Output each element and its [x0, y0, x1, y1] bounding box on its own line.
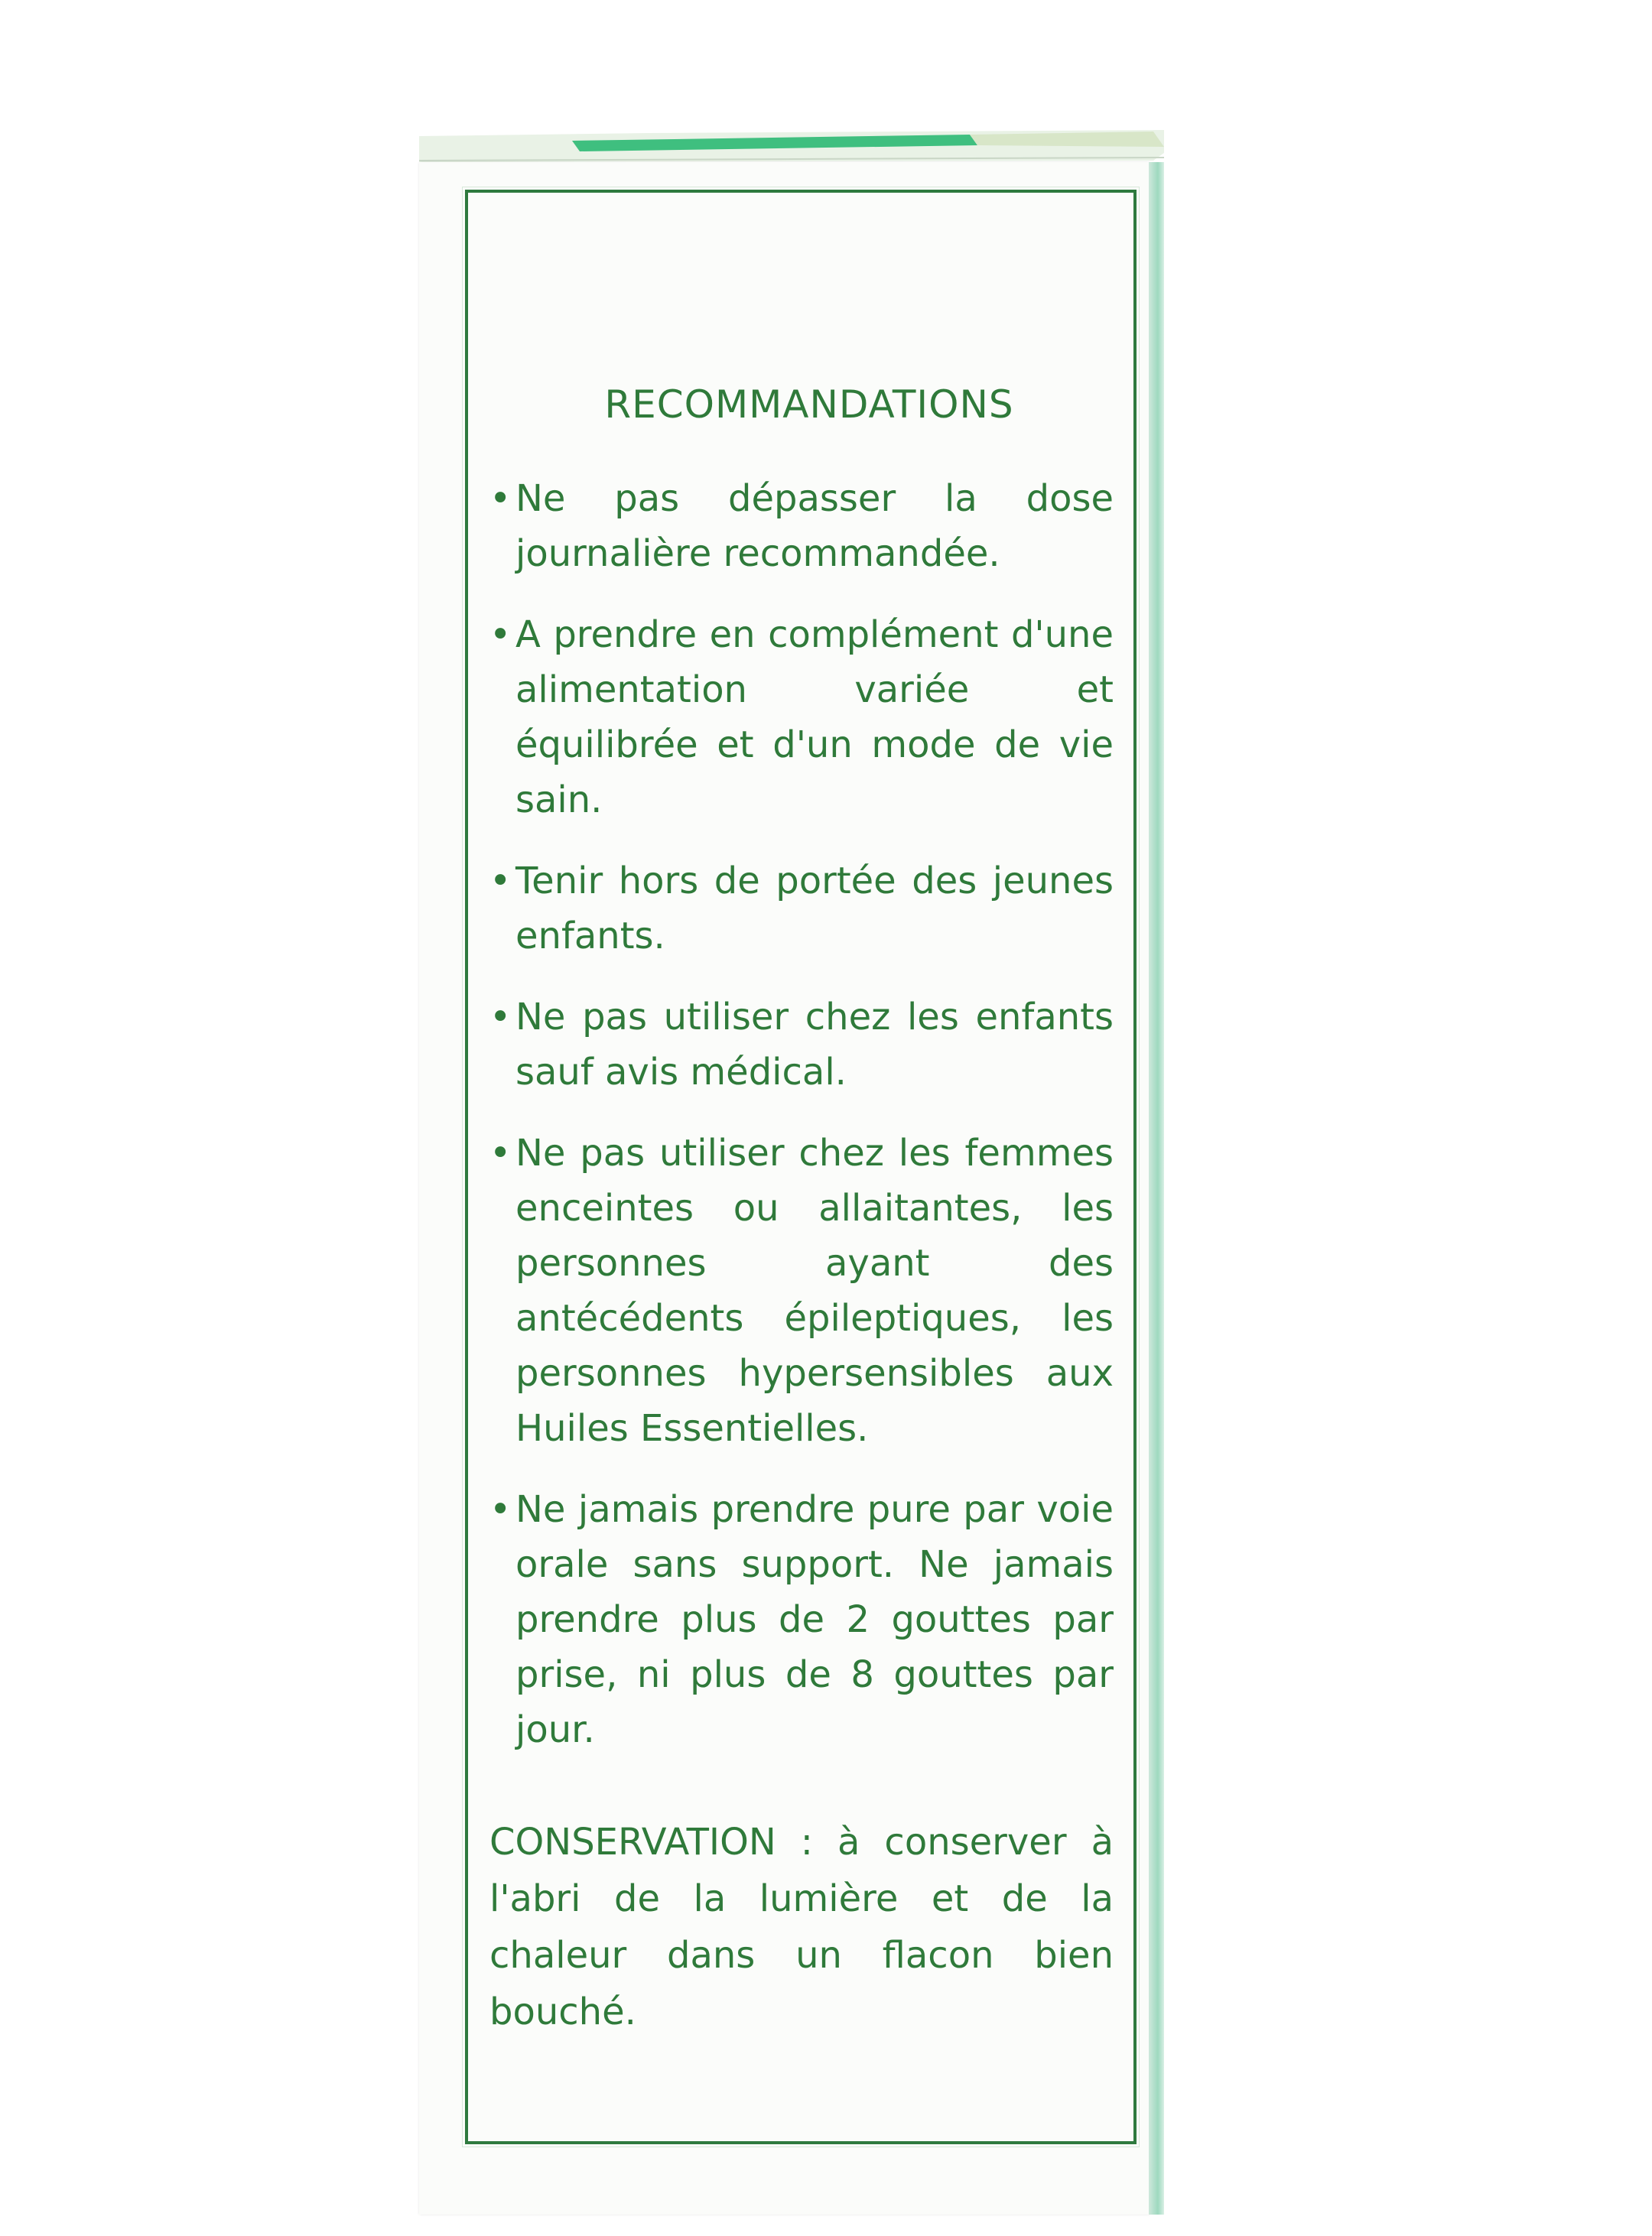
- recommendation-text: Ne jamais prendre pure par voie orale sans support. Ne jamais prendre plus de 2 gouttes par prise, ni plus de 8 gouttes par jour.: [515, 1488, 1114, 1751]
- bullet-icon: •: [489, 477, 512, 520]
- box-right-edge: [1149, 162, 1164, 2215]
- bullet-icon: •: [489, 996, 512, 1038]
- recommendation-text: Tenir hors de portée des jeunes enfants.: [515, 860, 1114, 957]
- conservation-text: CONSERVATION : à conserver à l'abri de la lumière et de la chaleur dans un flacon bien bouché.: [489, 1821, 1114, 2033]
- recommendations-list: [489, 471, 1114, 1757]
- bullet-icon: •: [489, 1132, 512, 1175]
- recommendation-text: Ne pas dépasser la dose journalière recommandée.: [515, 477, 1114, 575]
- list-item: [489, 607, 1114, 827]
- recommendation-text: A prendre en complément d'une alimentation variée et équilibrée et d'un mode de vie sain.: [515, 613, 1114, 821]
- recommendation-text: Ne pas utiliser chez les femmes enceintes ou allaitantes, les personnes ayant des antécédents épileptiques, les personnes hypersensibles aux Huiles Essentielles.: [515, 1132, 1114, 1450]
- label-content: [489, 382, 1114, 2040]
- bullet-icon: •: [489, 613, 512, 656]
- list-item: [489, 853, 1114, 964]
- recommendations-title: RECOMMANDATIONS: [604, 382, 1014, 427]
- list-item: [489, 471, 1114, 581]
- box-top-flap: [419, 130, 1164, 162]
- list-item: [489, 990, 1114, 1100]
- list-item: [489, 1126, 1114, 1456]
- recommendation-text: Ne pas utiliser chez les enfants sauf avis médical.: [515, 996, 1114, 1094]
- bullet-icon: •: [489, 860, 512, 902]
- bullet-icon: •: [489, 1488, 512, 1531]
- list-item: [489, 1482, 1114, 1757]
